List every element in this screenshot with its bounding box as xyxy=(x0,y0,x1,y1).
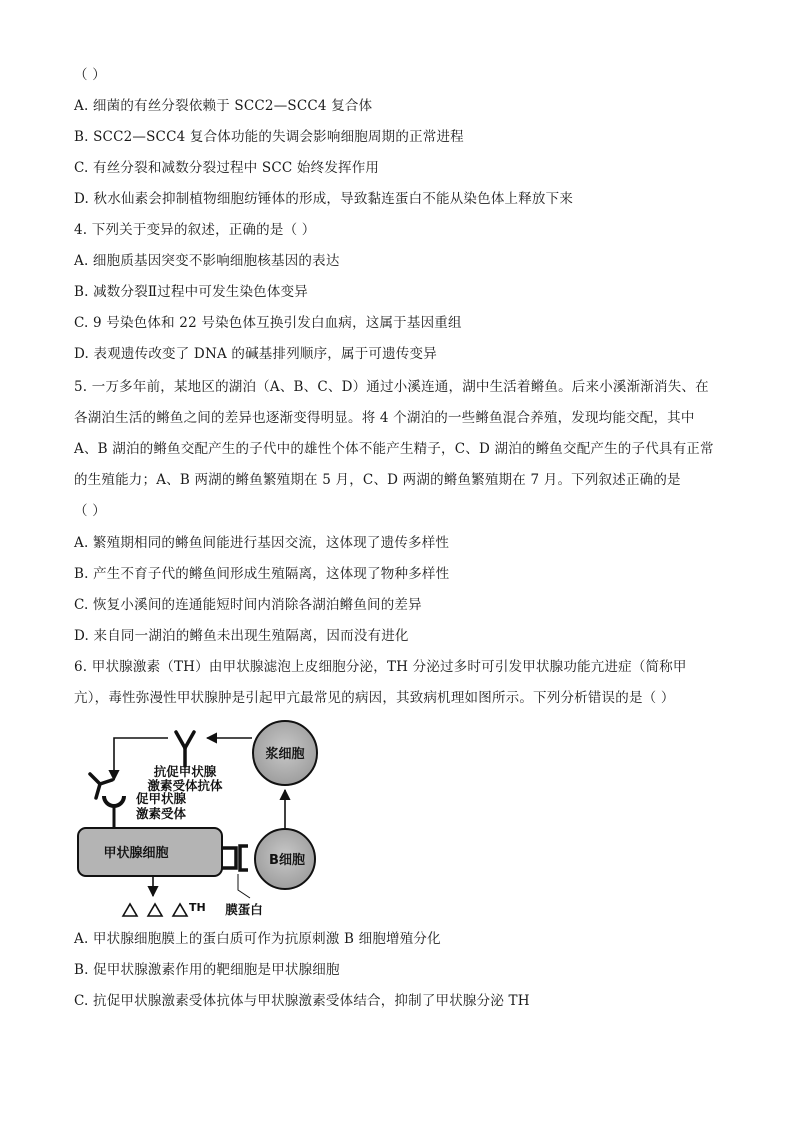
text-line: （ ） xyxy=(74,503,106,519)
th-label: TH xyxy=(189,901,206,914)
text-line: B. 促甲状腺激素作用的靶细胞是甲状腺细胞 xyxy=(74,962,340,978)
th-triangles xyxy=(123,904,187,916)
mechanism-diagram xyxy=(74,718,374,923)
text-line: A、B 湖泊的鳉鱼交配产生的子代中的雄性个体不能产生精子，C、D 湖泊的鳉鱼交配产生的子代具有正常 xyxy=(74,441,714,457)
text-line: C. 抗促甲状腺激素受体抗体与甲状腺激素受体结合，抑制了甲状腺分泌 TH xyxy=(74,993,530,1009)
text-line: 6. 甲状腺激素（TH）由甲状腺滤泡上皮细胞分泌，TH 分泌过多时可引发甲状腺功能亢进症（简称甲 xyxy=(74,659,687,675)
membrane-protein-icon xyxy=(222,846,248,870)
text-line: 的生殖能力；A、B 两湖的鳉鱼繁殖期在 5 月，C、D 两湖的鳉鱼繁殖期在 7 月。下列叙述正确的是 xyxy=(74,472,681,488)
text-line: 4. 下列关于变异的叙述，正确的是（ ） xyxy=(74,222,316,238)
text-line: D. 秋水仙素会抑制植物细胞纺锤体的形成，导致黏连蛋白不能从染色体上释放下来 xyxy=(74,191,574,207)
text-line: B. 减数分裂Ⅱ过程中可发生染色体变异 xyxy=(74,284,308,300)
receptor-icon xyxy=(104,796,124,828)
text-line: B. 产生不育子代的鳉鱼间形成生殖隔离，这体现了物种多样性 xyxy=(74,566,450,582)
thyroid-cell-label: 甲状腺细胞 xyxy=(103,846,169,861)
text-line: B. SCC2—SCC4 复合体功能的失调会影响细胞周期的正常进程 xyxy=(74,129,464,145)
antibody-label: 激素受体抗体 xyxy=(147,778,223,793)
receptor-label: 激素受体 xyxy=(136,806,187,821)
receptor-label: 促甲状腺 xyxy=(136,791,187,806)
text-line: A. 甲状腺细胞膜上的蛋白质可作为抗原刺激 B 细胞增殖分化 xyxy=(74,931,441,947)
text-line: C. 恢复小溪间的连通能短时间内消除各湖泊鳉鱼间的差异 xyxy=(74,597,422,613)
text-line: 5. 一万多年前，某地区的湖泊（A、B、C、D）通过小溪连通，湖中生活着鳉鱼。后来小溪渐渐消失、在 xyxy=(74,379,709,395)
text-line: 各湖泊生活的鳉鱼之间的差异也逐渐变得明显。将 4 个湖泊的一些鳉鱼混合养殖，发现均能交配，其中 xyxy=(74,410,695,426)
antibody-icon xyxy=(176,732,194,766)
bound-antibody-icon xyxy=(90,774,112,798)
text-line: A. 细菌的有丝分裂依赖于 SCC2—SCC4 复合体 xyxy=(74,98,373,114)
b-cell-label: B细胞 xyxy=(269,853,305,868)
membrane-protein-label: 膜蛋白 xyxy=(225,902,263,917)
plasma-cell-label: 浆细胞 xyxy=(265,747,305,762)
plasma-cell xyxy=(253,721,317,785)
text-line: （ ） xyxy=(74,67,106,83)
text-line: A. 细胞质基因突变不影响细胞核基因的表达 xyxy=(74,253,340,269)
text-line: D. 来自同一湖泊的鳉鱼未出现生殖隔离，因而没有进化 xyxy=(74,628,409,644)
antibody-label: 抗促甲状腺 xyxy=(153,764,217,779)
text-line: D. 表观遗传改变了 DNA 的碱基排列顺序，属于可遗传变异 xyxy=(74,346,437,362)
text-line: C. 有丝分裂和减数分裂过程中 SCC 始终发挥作用 xyxy=(74,160,380,176)
text-line: C. 9 号染色体和 22 号染色体互换引发白血病，这属于基因重组 xyxy=(74,315,462,331)
b-cell xyxy=(255,829,315,889)
text-line: A. 繁殖期相同的鳉鱼间能进行基因交流，这体现了遗传多样性 xyxy=(74,535,450,551)
text-line: 亢），毒性弥漫性甲状腺肿是引起甲亢最常见的病因，其致病机理如图所示。下列分析错误的是（ ） xyxy=(74,690,675,706)
thyroid-cell xyxy=(78,828,222,876)
